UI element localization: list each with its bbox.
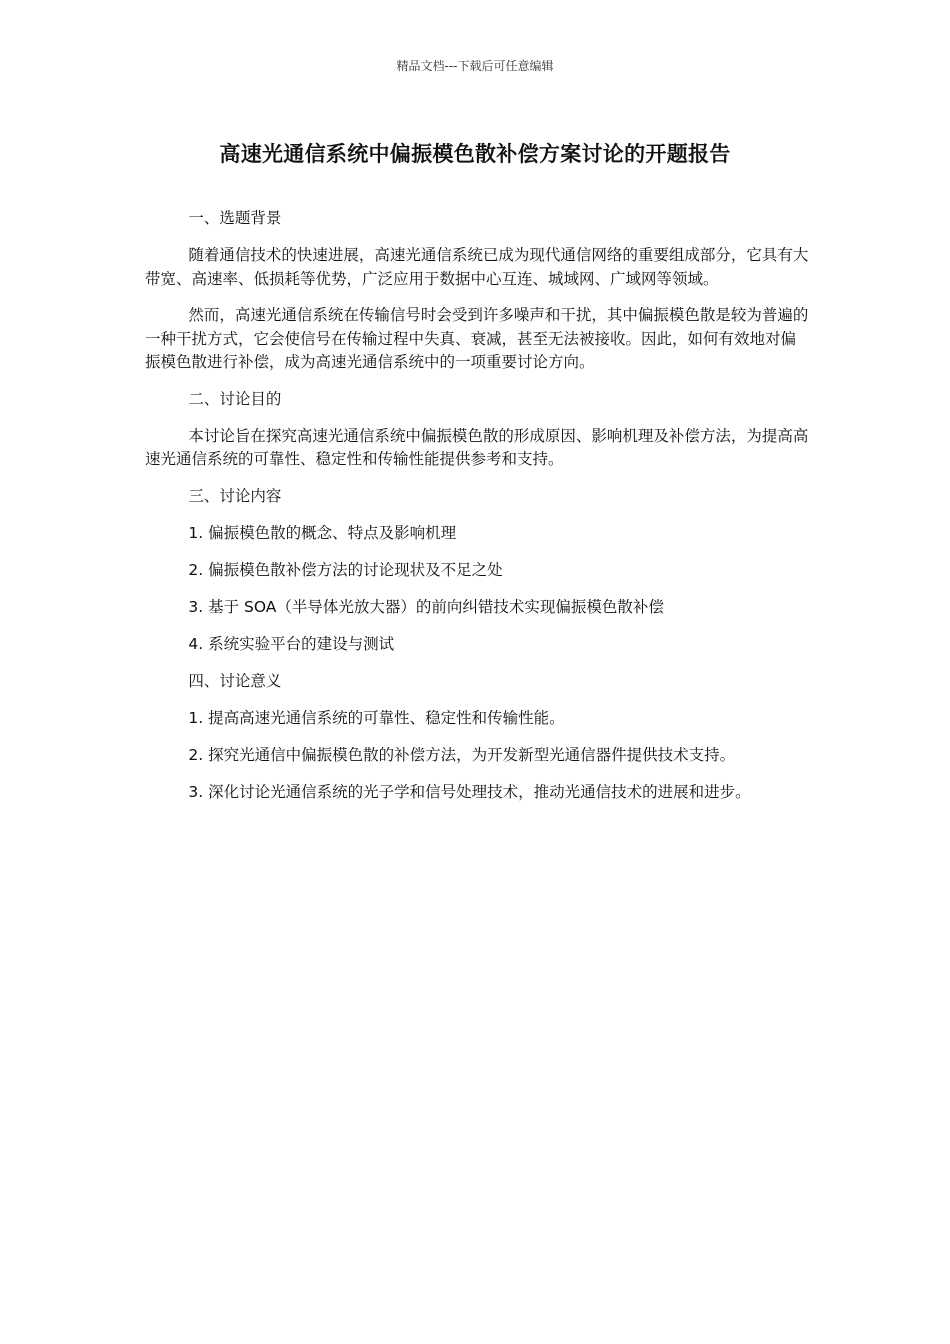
significance-list-item: 2. 探究光通信中偏振模色散的补偿方法，为开发新型光通信器件提供技术支持。 <box>188 745 736 764</box>
section-heading-purpose: 二、讨论目的 <box>188 389 282 408</box>
background-paragraph-1: 随着通信技术的快速进展，高速光通信系统已成为现代通信网络的重要组成部分，它具有大带宽、高速率、低损耗等优势，广泛应用于数据中心互连、城域网、广域网等领域。 <box>145 246 809 288</box>
purpose-paragraph: 本讨论旨在探究高速光通信系统中偏振模色散的形成原因、影响机理及补偿方法，为提高高速光通信系统的可靠性、稳定性和传输性能提供参考和支持。 <box>145 426 809 468</box>
section-heading-significance: 四、讨论意义 <box>188 671 282 690</box>
background-paragraph-2: 然而，高速光通信系统在传输信号时会受到许多噪声和干扰，其中偏振模色散是较为普遍的一种干扰方式，它会使信号在传输过程中失真、衰减，甚至无法被接收。因此，如何有效地对偏振模色散进行补偿，成为高速光通信系统中的一项重要讨论方向。 <box>145 306 809 371</box>
section-heading-content: 三、讨论内容 <box>188 486 282 505</box>
content-list-item: 1. 偏振模色散的概念、特点及影响机理 <box>188 523 457 542</box>
content-list-item: 3. 基于 SOA（半导体光放大器）的前向纠错技术实现偏振模色散补偿 <box>188 597 664 616</box>
content-list-item: 4. 系统实验平台的建设与测试 <box>188 634 395 653</box>
document-title: 高速光通信系统中偏振模色散补偿方案讨论的开题报告 <box>219 142 731 166</box>
significance-list-item: 3. 深化讨论光通信系统的光子学和信号处理技术，推动光通信技术的进展和进步。 <box>188 782 751 801</box>
header-note: 精品文档---下载后可任意编辑 <box>396 59 554 73</box>
document-body <box>145 207 810 818</box>
significance-list-item: 1. 提高高速光通信系统的可靠性、稳定性和传输性能。 <box>188 708 565 727</box>
content-list-item: 2. 偏振模色散补偿方法的讨论现状及不足之处 <box>188 560 503 579</box>
section-heading-background: 一、选题背景 <box>188 209 282 227</box>
